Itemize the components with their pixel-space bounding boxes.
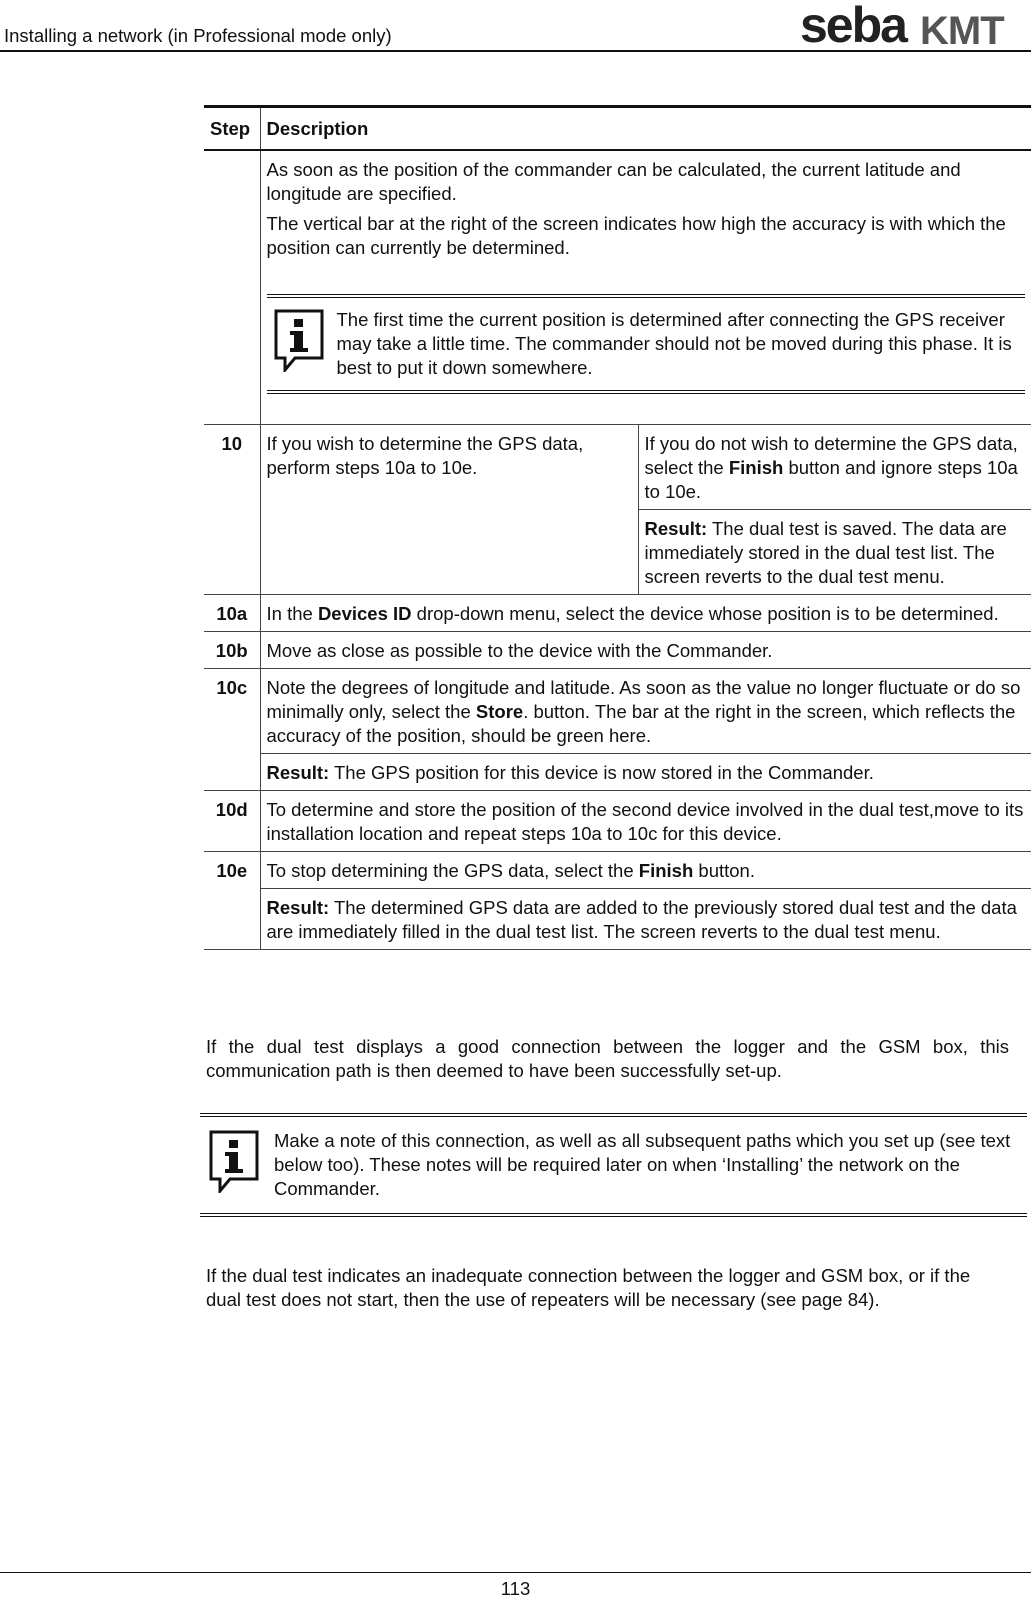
step-number: 10a xyxy=(204,595,260,632)
step-number: 10 xyxy=(204,425,260,595)
steps-table xyxy=(204,105,1031,950)
result-label: Result: xyxy=(644,518,708,539)
table-row xyxy=(204,632,1031,669)
header-divider xyxy=(0,50,1031,52)
table-row xyxy=(204,852,1031,889)
description-cell xyxy=(260,669,1031,754)
text-segment: To stop determining the GPS data, select the xyxy=(266,860,639,881)
step-cell-empty xyxy=(204,150,260,425)
body-paragraph-2: If the dual test indicates an inadequate connection between the logger and GSM box, or if the dual test does not start, then the use of repeaters will be necessary (see page 84). xyxy=(206,1265,971,1310)
footer-divider xyxy=(0,1572,1031,1573)
description-cell: If you wish to determine the GPS data, perform steps 10a to 10e. xyxy=(260,425,638,595)
table-row xyxy=(204,425,1031,510)
sebakmt-logo xyxy=(800,2,1026,48)
result-label: Result: xyxy=(266,897,330,918)
text-segment: drop-down menu, select the device whose position is to be determined. xyxy=(411,603,999,624)
finish-button-label: Finish xyxy=(728,457,784,478)
result-text: The dual test is saved. The data are immediately stored in the dual test list. The screen reverts to the dual test menu. xyxy=(644,518,1007,587)
info-note-text: Make a note of this connection, as well as all subsequent paths which you set up (see text below too). These notes will be required later on when ‘Installing’ the network on the Commander. xyxy=(274,1130,1011,1199)
description-cell xyxy=(638,425,1031,510)
description-cell xyxy=(260,595,1031,632)
intro-paragraph-2: The vertical bar at the right of the screen indicates how high the accuracy is with which the position can currently be determined. xyxy=(266,213,1006,258)
description-cell xyxy=(260,852,1031,889)
text-segment: Note the degrees of longitude and latitude. As soon as the value no longer fluctuate or do so minimally only, select the xyxy=(266,677,1021,722)
text-segment: If you do not wish to determine the GPS data, select the xyxy=(644,433,1018,478)
step-number: 10b xyxy=(204,632,260,669)
table-row xyxy=(204,595,1031,632)
table-row xyxy=(204,150,1031,425)
result-label: Result: xyxy=(266,762,330,783)
store-button-label: Store xyxy=(475,701,524,722)
column-header-description: Description xyxy=(260,107,1031,151)
text-segment: button and ignore steps 10a to 10e. xyxy=(644,457,1018,502)
table-row xyxy=(204,754,1031,791)
description-cell: Move as close as possible to the device with the Commander. xyxy=(260,632,1031,669)
page-header-title: Installing a network (in Professional mode only) xyxy=(4,25,392,46)
result-text: The GPS position for this device is now stored in the Commander. xyxy=(329,762,874,783)
result-cell xyxy=(260,889,1031,950)
table-row xyxy=(204,889,1031,950)
info-icon xyxy=(208,1129,260,1193)
result-text: The determined GPS data are added to the previously stored dual test and the data are immediately filled in the dual test list. The screen reverts to the dual test menu. xyxy=(266,897,1017,942)
text-segment: In the xyxy=(266,603,318,624)
table-row xyxy=(204,791,1031,852)
svg-text:KMT: KMT xyxy=(920,9,1004,48)
column-header-step: Step xyxy=(204,107,260,151)
page-number: 113 xyxy=(500,1578,531,1599)
info-note xyxy=(267,294,1026,394)
step-number: 10d xyxy=(204,791,260,852)
info-icon xyxy=(273,308,325,372)
text-segment: . button. The bar at the right in the screen, which reflects the accuracy of the position, should be green here. xyxy=(266,701,1016,746)
description-cell: To determine and store the position of the second device involved in the dual test,move to its installation location and repeat steps 10a to 10c for this device. xyxy=(260,791,1031,852)
result-cell xyxy=(260,754,1031,791)
step-number: 10c xyxy=(204,669,260,791)
devices-id-label: Devices ID xyxy=(317,603,412,624)
body-paragraph-1: If the dual test displays a good connection between the logger and the GSM box, this communication path is then deemed to have been successfully set-up. xyxy=(206,1036,1009,1081)
table-header-row xyxy=(204,107,1031,151)
finish-button-label: Finish xyxy=(638,860,694,881)
result-cell xyxy=(638,510,1031,595)
step-number: 10e xyxy=(204,852,260,950)
description-cell xyxy=(260,150,1031,425)
info-note xyxy=(200,1113,1027,1217)
svg-text:seba: seba xyxy=(800,2,906,48)
info-note-text: The first time the current position is determined after connecting the GPS receiver may take a little time. The commander should not be moved during this phase. It is best to put it down somewhere. xyxy=(336,309,1012,378)
table-row xyxy=(204,669,1031,754)
text-segment: button. xyxy=(693,860,755,881)
intro-paragraph-1: As soon as the position of the commander can be calculated, the current latitude and longitude are specified. xyxy=(266,159,961,204)
